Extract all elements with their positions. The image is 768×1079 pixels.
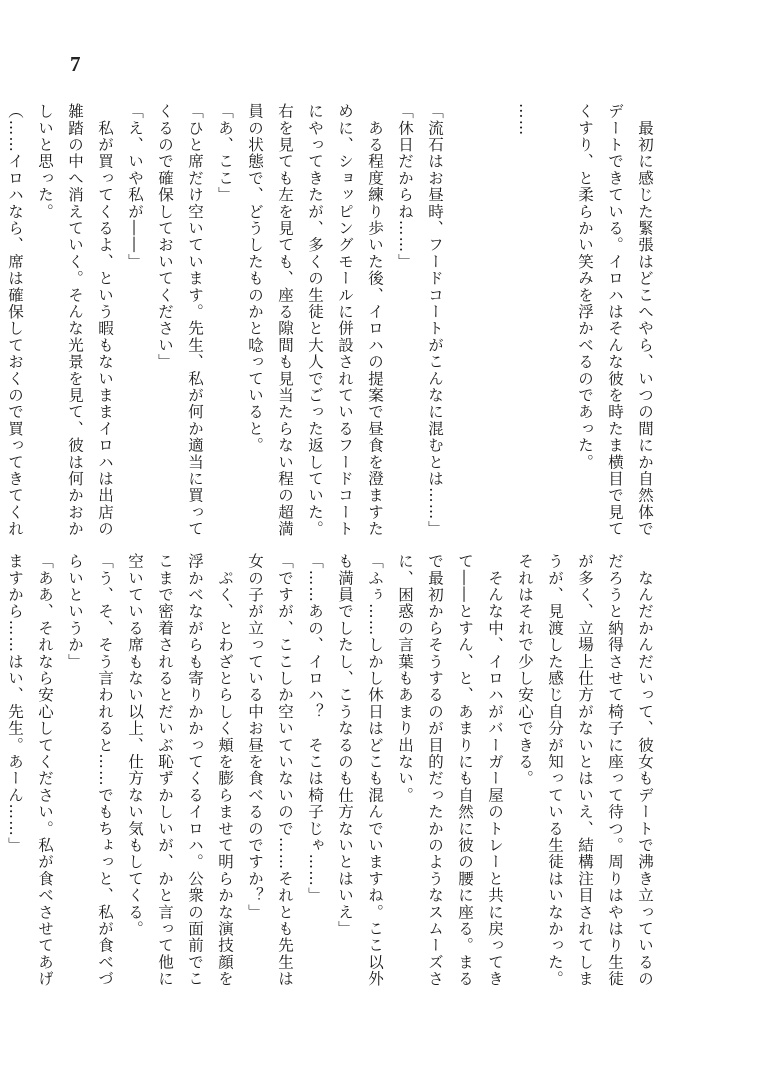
text-line	[480, 103, 510, 519]
text-line: うが、見渡した感じ自分が知っている生徒はいなかった。	[546, 553, 564, 988]
text-line: ぷく、とわざとらしく頬を膨らませて明らかな演技顔を	[216, 553, 234, 988]
text-line: が多く、立場上仕方がないとはいえ、結構注目されてしま	[576, 553, 594, 988]
text-line: 「休日だからね……」	[396, 103, 414, 270]
text-line: こまで密着されるとだいぶ恥ずかしいが、かと言って他に	[156, 553, 174, 988]
text-line: ますから……はい、先生。あーん……」	[6, 553, 24, 854]
text-line: らいというか」	[66, 553, 84, 670]
text-line: くすり、と柔らかい笑みを浮かべるのであった。	[576, 103, 594, 471]
text-line: しいと思った。	[36, 103, 54, 220]
text-line: 「ああ、それなら安心してください。私が食べさせてあげ	[36, 553, 54, 988]
text-line: そんな中、イロハがバーガー屋のトレーと共に戻ってき	[486, 553, 504, 988]
text-line: も満員でしたし、こうなるのも仕方ないとはいえ」	[336, 553, 354, 938]
text-line: ……	[516, 103, 534, 137]
text-line	[540, 103, 570, 519]
text-line: にやってきたが、多くの生徒と大人でごった返していた。	[306, 103, 324, 538]
text-line: 員の状態で、どうしたものかと唸っていると。	[246, 103, 264, 454]
upper-text-block	[6, 103, 660, 538]
text-line: 「ふぅ……しかし休日はどこも混んでいますね。ここ以外	[366, 553, 384, 988]
text-line: ある程度練り歩いた後、イロハの提案で昼食を澄ますた	[366, 103, 384, 538]
text-line: 「え、いや私が――」	[126, 103, 144, 270]
text-line: 空いている席もない以上、仕方ない気もしてくる。	[126, 553, 144, 938]
text-line: で最初からそうするのが目的だったかのようなスムーズさ	[426, 553, 444, 988]
text-line: 右を見ても左を見ても、座る隙間も見当たらない程の超満	[276, 103, 294, 538]
text-line: 「ですが、ここしか空いていないので……それとも先生は	[276, 553, 294, 988]
text-line: デートできている。イロハはそんな彼を時たま横目で見て	[606, 103, 624, 538]
text-line: 最初に感じた緊張はどこへやら、いつの間にか自然体で	[636, 103, 654, 538]
text-line: 雑踏の中へ消えていく。そんな光景を見て、彼は何かおか	[66, 103, 84, 538]
text-line: それはそれで少し安心できる。	[516, 553, 534, 787]
text-line: （……イロハなら、席は確保しておくので買ってきてくれ	[6, 103, 24, 538]
text-line: て――とすん、と、あまりにも自然に彼の腰に座る。まる	[456, 553, 474, 988]
text-line: くるので確保しておいてください」	[156, 103, 174, 371]
text-line: 私が買ってくるよ、という暇もないままイロハは出店の	[96, 103, 114, 538]
text-line: めに、ショッピングモールに併設されているフードコート	[336, 103, 354, 538]
text-line: 女の子が立っている中お昼を食べるのですか？」	[246, 553, 264, 921]
text-line: 浮かべながらも寄りかかってくるイロハ。公衆の面前でこ	[186, 553, 204, 988]
text-line: 「う、そ、そう言われると……でもちょっと、私が食べづ	[96, 553, 114, 988]
text-line	[450, 103, 480, 519]
text-line: 「ひと席だけ空いています。先生、私が何か適当に買って	[186, 103, 204, 538]
lower-text-block	[6, 553, 660, 988]
text-line: 「あ、ここ」	[216, 103, 234, 204]
page-number: 7	[70, 52, 81, 76]
text-line: なんだかんだいって、彼女もデートで沸き立っているの	[636, 553, 654, 988]
text-line: 「……あの、イロハ？ そこは椅子じゃ……」	[306, 553, 324, 904]
text-line: 「流石はお昼時、フードコートがこんなに混むとは……」	[426, 103, 444, 538]
text-line: だろうと納得させて椅子に座って待つ。周りはやはり生徒	[606, 553, 624, 988]
text-line: に、困惑の言葉もあまり出ない。	[396, 553, 414, 804]
